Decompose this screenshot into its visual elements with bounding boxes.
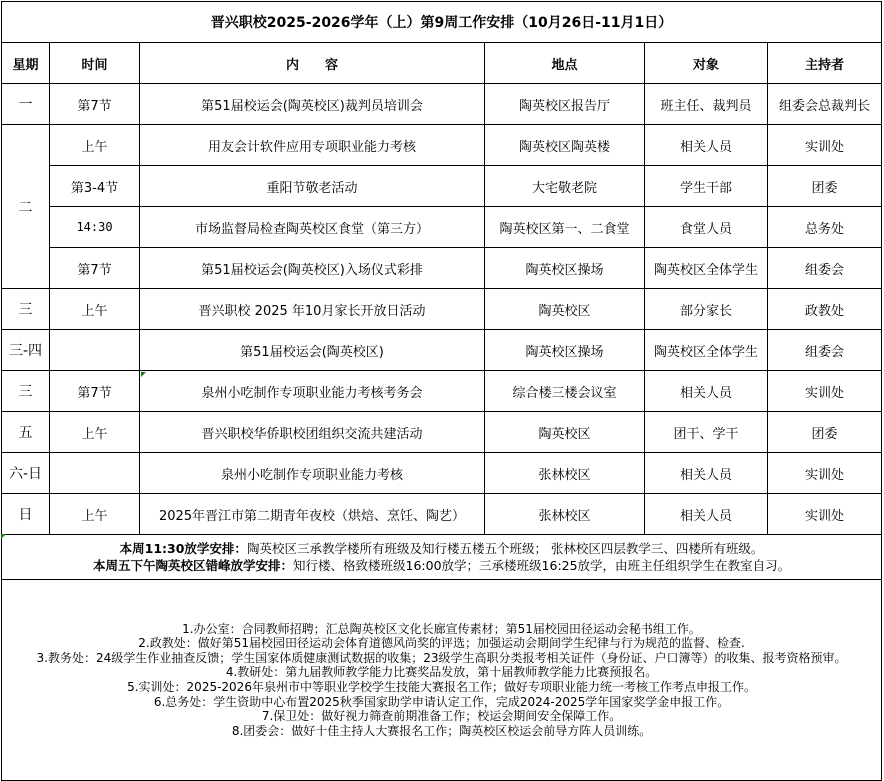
cell-content: 2025年晋江市第二期青年夜校（烘焙、烹饪、陶艺） [140, 494, 485, 535]
cell-weekday: 一 [2, 84, 50, 125]
cell-weekday: 三 [2, 289, 50, 330]
schedule-table [1, 1, 882, 781]
duty-item: 1.办公室：合同教师招聘；汇总陶英校区文化长廊宣传素材；第51届校园田径运动会秘书组工作。 [182, 621, 701, 636]
cell-place: 大宅敬老院 [485, 166, 645, 207]
cell-comment-marker [1, 534, 6, 539]
duty-item: 2.政教处：做好第51届校园田径运动会体育道德风尚奖的评选；加强运动会期间学生纪律与行为规范的监督、检查. [138, 636, 745, 651]
table-row [2, 125, 882, 166]
cell-time: 第7节 [50, 371, 140, 412]
cell-content: 第51届校运会(陶英校区) [140, 330, 485, 371]
cell-time: 上午 [50, 494, 140, 535]
duty-item: 4.教研处：第九届教师教学能力比赛奖品发放，第十届教师教学能力比赛预报名。 [225, 665, 658, 680]
cell-content: 市场监督局检查陶英校区食堂（第三方） [140, 207, 485, 248]
cell-host: 政教处 [768, 289, 882, 330]
cell-target: 班主任、裁判员 [645, 84, 768, 125]
cell-host: 组委会 [768, 248, 882, 289]
table-row [2, 494, 882, 535]
cell-host: 实训处 [768, 371, 882, 412]
cell-time: 上午 [50, 125, 140, 166]
cell-place: 张林校区 [485, 453, 645, 494]
cell-target: 相关人员 [645, 125, 768, 166]
cell-host: 实训处 [768, 125, 882, 166]
cell-place: 张林校区 [485, 494, 645, 535]
duty-item: 3.教务处：24级学生作业抽查反馈；学生国家体质健康测试数据的收集；23级学生高职分类报考相关证件（身份证、户口簿等）的收集、报考资格预审。 [36, 650, 847, 665]
cell-weekday: 五 [2, 412, 50, 453]
cell-place: 综合楼三楼会议室 [485, 371, 645, 412]
cell-target: 相关人员 [645, 371, 768, 412]
cell-time: 上午 [50, 289, 140, 330]
cell-host: 总务处 [768, 207, 882, 248]
cell-host: 实训处 [768, 494, 882, 535]
cell-content: 晋兴职校 2025 年10月家长开放日活动 [140, 289, 485, 330]
cell-place: 陶英校区操场 [485, 330, 645, 371]
dismissal-notice [2, 535, 882, 580]
header-time: 时间 [50, 43, 140, 84]
notice-line-1-text: 陶英校区三承教学楼所有班级及知行楼五楼五个班级； 张林校区四层教学三、四楼所有班级。 [246, 541, 764, 556]
duty-item: 5.实训处：2025-2026年泉州市中等职业学校学生技能大赛报名工作；做好专项职业能力统一考核工作考点申报工作。 [127, 680, 756, 694]
cell-content: 泉州小吃制作专项职业能力考核 [140, 453, 485, 494]
notice-line-2 [4, 557, 879, 574]
cell-host: 实训处 [768, 453, 882, 494]
cell-weekday: 日 [2, 494, 50, 535]
notice-line-2-text: 知行楼、格致楼班级16:00放学；三承楼班级16:25放学，由班主任组织学生在教室自习。 [293, 558, 791, 573]
cell-target: 相关人员 [645, 453, 768, 494]
cell-weekday: 二 [2, 125, 50, 289]
table-row [2, 453, 882, 494]
cell-weekday: 六-日 [2, 453, 50, 494]
table-row [2, 207, 882, 248]
cell-place: 陶英校区操场 [485, 248, 645, 289]
cell-content: 晋兴职校华侨职校团组织交流共建活动 [140, 412, 485, 453]
cell-content: 重阳节敬老活动 [140, 166, 485, 207]
cell-target: 食堂人员 [645, 207, 768, 248]
cell-place: 陶英校区报告厅 [485, 84, 645, 125]
notice-line-1 [4, 540, 879, 557]
cell-time [50, 453, 140, 494]
header-host: 主持者 [768, 43, 882, 84]
table-row [2, 166, 882, 207]
cell-time: 第7节 [50, 84, 140, 125]
cell-target: 学生干部 [645, 166, 768, 207]
table-row [2, 330, 882, 371]
notice-line-1-label: 本周11:30放学安排： [119, 541, 247, 556]
cell-place: 陶英校区陶英楼 [485, 125, 645, 166]
cell-content: 第51届校运会(陶英校区)入场仪式彩排 [140, 248, 485, 289]
header-target: 对象 [645, 43, 768, 84]
cell-time: 上午 [50, 412, 140, 453]
cell-target: 陶英校区全体学生 [645, 248, 768, 289]
cell-target: 部分家长 [645, 289, 768, 330]
schedule-title: 晋兴职校2025-2026学年（上）第9周工作安排（10月26日-11月1日） [2, 2, 882, 43]
table-row [2, 248, 882, 289]
table-row [2, 412, 882, 453]
cell-time [50, 330, 140, 371]
table-row [2, 289, 882, 330]
header-weekday: 星期 [2, 43, 50, 84]
table-row [2, 371, 882, 412]
cell-time: 第3-4节 [50, 166, 140, 207]
header-content: 内 容 [140, 43, 485, 84]
cell-time: 14:30 [50, 207, 140, 248]
cell-weekday: 三-四 [2, 330, 50, 371]
cell-content: 第51届校运会(陶英校区)裁判员培训会 [140, 84, 485, 125]
header-place: 地点 [485, 43, 645, 84]
cell-host: 组委会 [768, 330, 882, 371]
cell-content: 用友会计软件应用专项职业能力考核 [140, 125, 485, 166]
cell-place: 陶英校区 [485, 412, 645, 453]
cell-comment-marker [141, 372, 146, 377]
cell-place: 陶英校区第一、二食堂 [485, 207, 645, 248]
duty-item: 6.总务处：学生资助中心布置2025秋季国家助学申请认定工作，完成2024-2025学年国家奖学金申报工作。 [153, 694, 730, 709]
cell-content: 泉州小吃制作专项职业能力考核考务会 [140, 371, 485, 412]
duty-item: 8.团委会：做好十佳主持人大赛报名工作；陶英校区校运会前导方阵人员训练。 [231, 723, 652, 738]
cell-host: 团委 [768, 166, 882, 207]
cell-place: 陶英校区 [485, 289, 645, 330]
cell-target: 团干、学干 [645, 412, 768, 453]
notice-line-2-label: 本周五下午陶英校区错峰放学安排： [93, 558, 294, 573]
table-row [2, 84, 882, 125]
cell-host: 团委 [768, 412, 882, 453]
cell-weekday: 三 [2, 371, 50, 412]
cell-target: 陶英校区全体学生 [645, 330, 768, 371]
duty-item: 7.保卫处：做好视力筛查前期准备工作；校运会期间安全保障工作。 [261, 709, 622, 724]
cell-host: 组委会总裁判长 [768, 84, 882, 125]
schedule-sheet [1, 1, 883, 747]
cell-target: 相关人员 [645, 494, 768, 535]
department-duties [2, 580, 882, 781]
cell-time: 第7节 [50, 248, 140, 289]
